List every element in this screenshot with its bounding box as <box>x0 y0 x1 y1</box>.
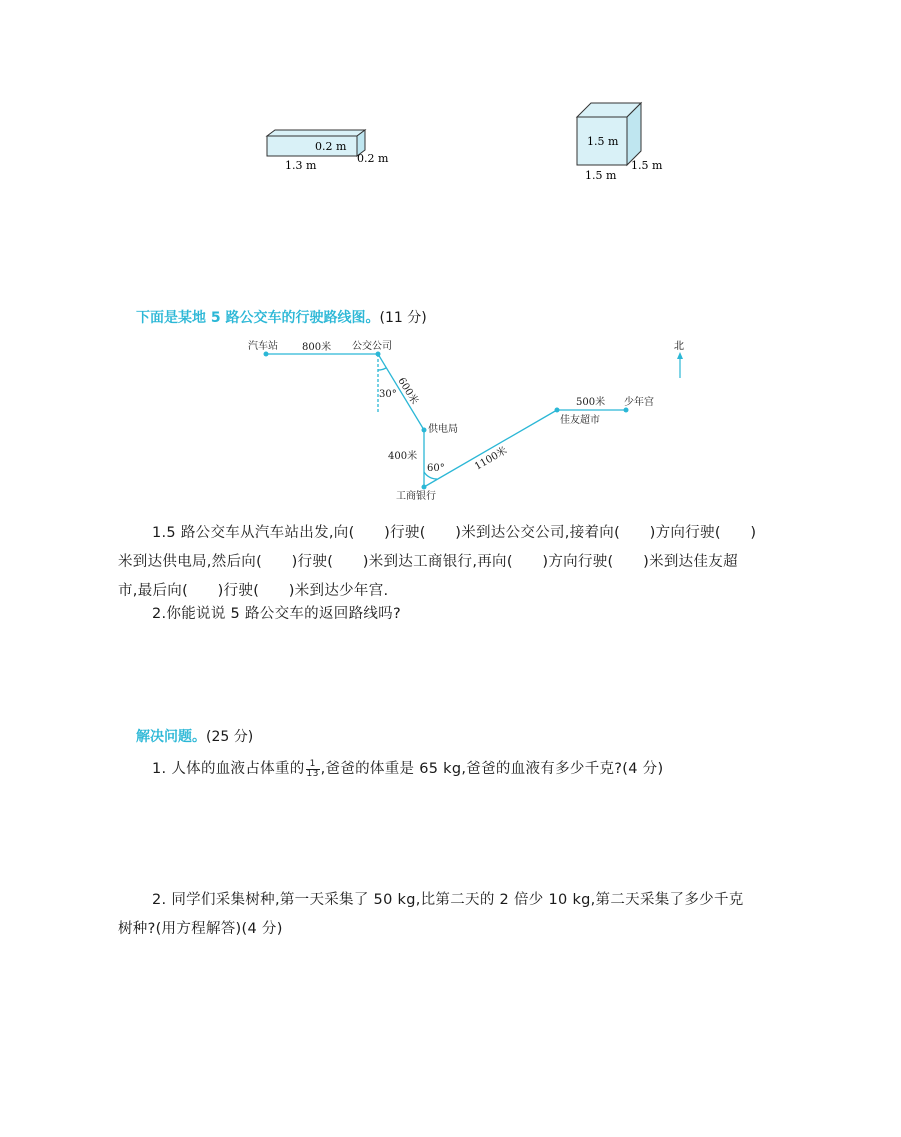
stop-power-bureau: 供电局 <box>428 424 458 435</box>
route-section-score: (11 分) <box>379 310 427 326</box>
route-question-1 <box>118 519 798 606</box>
stop-icbc-bank: 工商银行 <box>396 491 436 502</box>
cuboid-side-label: 0.2 m <box>357 152 389 165</box>
north-label: 北 <box>674 341 684 352</box>
solve-q1-after: ,爸爸的体重是 65 kg,爸爸的血液有多少千克?(4 分) <box>320 761 664 777</box>
solve-q2-line-2: 树种?(用方程解答)(4 分) <box>118 921 283 937</box>
cuboid-length-label: 1.3 m <box>285 159 317 172</box>
cube-side-label: 1.5 m <box>631 159 663 172</box>
stop-jiayou-market: 佳友超市 <box>560 415 600 426</box>
stop-bus-station: 汽车站 <box>248 341 278 352</box>
fraction-numerator: 1 <box>306 760 320 770</box>
solve-section-score: (25 分) <box>206 729 254 745</box>
distance-d3: 400米 <box>388 451 418 462</box>
north-arrow <box>674 340 684 378</box>
solve-q2-line-1: 2. 同学们采集树种,第一天采集了 50 kg,比第二天的 2 倍少 10 kg,第二天采集了多少千克 <box>152 892 744 908</box>
distance-d5: 500米 <box>576 397 606 408</box>
bus-route-map <box>240 332 700 512</box>
route-section-heading <box>136 307 427 327</box>
solve-question-1 <box>152 755 663 784</box>
cube-bottom-label: 1.5 m <box>585 169 617 182</box>
solve-q1-before: 1. 人体的血液占体重的 <box>152 761 305 777</box>
distance-d1: 800米 <box>302 342 332 353</box>
solve-section-title: 解决问题。 <box>136 729 206 745</box>
cuboid-top-label: 0.2 m <box>315 140 347 153</box>
distance-d2: 600米 <box>395 375 420 407</box>
fraction-denominator: 13 <box>306 768 319 779</box>
route-q1-line-3: 市,最后向( )行驶( )米到达少年宫. <box>118 583 389 599</box>
route-q1-line-2: 米到达供电局,然后向( )行驶( )米到达工商银行,再向( )方向行驶( )米到达佳友超 <box>118 554 738 570</box>
distance-d4: 1100米 <box>473 445 510 473</box>
angle-a1: 30° <box>379 389 397 400</box>
solve-question-2 <box>118 886 798 944</box>
cuboid-figure <box>255 122 415 177</box>
stop-youth-palace: 少年宫 <box>624 397 654 408</box>
stop-bus-company: 公交公司 <box>352 341 392 352</box>
cube-figure <box>565 97 685 187</box>
cube-front-label: 1.5 m <box>587 135 619 148</box>
route-section-title: 下面是某地 5 路公交车的行驶路线图。 <box>136 310 380 326</box>
solve-section-heading <box>136 726 253 746</box>
angle-a2: 60° <box>427 463 445 474</box>
blood-fraction <box>306 760 320 779</box>
route-question-2: 2.你能说说 5 路公交车的返回路线吗? <box>152 606 401 622</box>
route-q1-line-1: 1.5 路公交车从汽车站出发,向( )行驶( )米到达公交公司,接着向( )方向行驶( ) <box>152 525 757 541</box>
